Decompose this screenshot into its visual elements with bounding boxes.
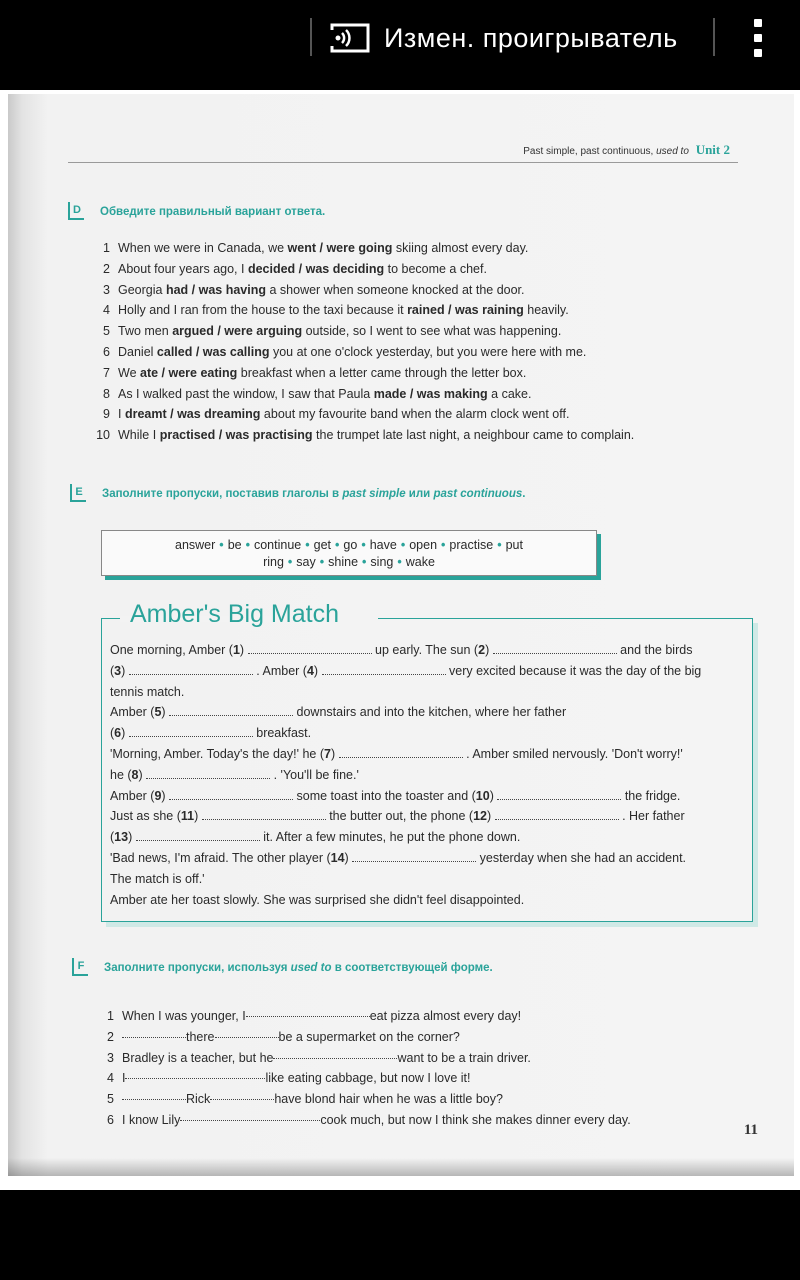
list-item: 6 I know Lily cook much, but now I think she makes dinner every day. xyxy=(92,1110,631,1131)
story-line: Amber ate her toast slowly. She was surprised she didn't feel disappointed. xyxy=(110,892,525,907)
unit-label: Unit 2 xyxy=(695,142,730,157)
list-item: 10 While I practised / was practising the trumpet late last night, a neighbour came to complain. xyxy=(96,428,635,443)
word-box-row: ring • say • shine • sing • wake xyxy=(263,555,435,569)
story-line: Amber (9) some toast into the toaster and (10) the fridge. xyxy=(110,788,681,803)
story-line: One morning, Amber (1) up early. The sun (2) and the birds xyxy=(110,643,693,657)
section-d-title: Обведите правильный вариант ответа. xyxy=(100,206,326,218)
overflow-dot xyxy=(754,49,762,57)
page-number: 11 xyxy=(743,1122,758,1138)
list-item: 2 About four years ago, I decided / was deciding to become a chef. xyxy=(103,261,487,276)
story-line: 'Morning, Amber. Today's the day!' he (7) . Amber smiled nervously. 'Don't worry!' xyxy=(110,746,683,761)
list-item: 5 Two men argued / were arguing outside, so I went to see what was happening. xyxy=(103,324,562,339)
overflow-dot xyxy=(754,19,762,27)
header-rule xyxy=(68,162,738,163)
section-d-letter: D xyxy=(68,202,84,220)
change-player-label: Измен. проигрыватель xyxy=(384,22,678,53)
image-viewer[interactable] xyxy=(0,90,800,1190)
story-line: Just as she (11) the butter out, the phone (12) . Her father xyxy=(110,809,685,824)
story-line: Amber (5) downstairs and into the kitchen, where her father xyxy=(110,705,567,720)
section-f-list xyxy=(92,1006,631,1131)
section-e-letter: E xyxy=(70,484,86,502)
overflow-dot xyxy=(754,34,762,42)
list-item: 1 When I was younger, I eat pizza almost every day! xyxy=(92,1006,631,1027)
list-item: 8 As I walked past the window, I saw that Paula made / was making a cake. xyxy=(103,386,532,401)
list-item: 6 Daniel called / was calling you at one o'clock yesterday, but you were here with me. xyxy=(103,344,587,359)
story-line: The match is off.' xyxy=(110,871,205,886)
section-e-title: Заполните пропуски, поставив глаголы в past simple или past continuous. xyxy=(102,488,526,500)
word-box-row: answer • be • continue • get • go • have • open • practise • put xyxy=(175,538,523,552)
list-item: 7 We ate / were eating breakfast when a letter came through the letter box. xyxy=(103,365,527,380)
running-head-text: Past simple, past continuous, xyxy=(523,146,654,157)
story-line: 'Bad news, I'm afraid. The other player (14) yesterday when she had an accident. xyxy=(110,850,687,865)
cast-speaker-icon xyxy=(330,22,372,54)
action-divider xyxy=(713,18,715,56)
list-item: 5 Rick have blond hair when he was a little boy? xyxy=(92,1089,631,1110)
list-item: 2 there be a supermarket on the corner? xyxy=(92,1027,631,1048)
story-title: Amber's Big Match xyxy=(130,600,340,628)
book-page xyxy=(8,94,794,1176)
list-item: 3 Bradley is a teacher, but he want to be a train driver. xyxy=(92,1048,631,1069)
action-bar xyxy=(0,0,800,90)
running-head xyxy=(523,142,730,158)
action-divider xyxy=(310,18,312,56)
list-item: 1 When we were in Canada, we went / were going skiing almost every day. xyxy=(103,241,529,255)
story-line: he (8) . 'You'll be fine.' xyxy=(110,767,359,782)
story-line: (6) breakfast. xyxy=(110,726,312,741)
section-d-list xyxy=(88,238,634,446)
list-item: 4 Holly and I ran from the house to the taxi because it rained / was raining heavily. xyxy=(103,303,569,318)
story-line: (3) . Amber (4) very excited because it was the day of the big xyxy=(110,663,702,678)
story-line: (13) it. After a few minutes, he put the phone down. xyxy=(110,830,521,845)
viewer-bottom-area xyxy=(0,1190,800,1280)
list-item: 9 I dreamt / was dreaming about my favourite band when the alarm clock went off. xyxy=(103,407,570,422)
story-text xyxy=(110,640,740,910)
change-player-button[interactable] xyxy=(320,6,710,70)
running-head-italic: used to xyxy=(656,146,689,157)
word-box xyxy=(101,530,597,576)
section-f-letter: F xyxy=(72,958,88,976)
page-edge-shadow xyxy=(8,1158,794,1176)
overflow-menu-icon[interactable] xyxy=(738,12,778,64)
section-f-title: Заполните пропуски, используя used to в соответствующей форме. xyxy=(104,962,493,974)
list-item: 3 Georgia had / was having a shower when someone knocked at the door. xyxy=(103,282,525,297)
list-item: 4 I like eating cabbage, but now I love it! xyxy=(92,1068,631,1089)
story-line: tennis match. xyxy=(110,684,185,699)
